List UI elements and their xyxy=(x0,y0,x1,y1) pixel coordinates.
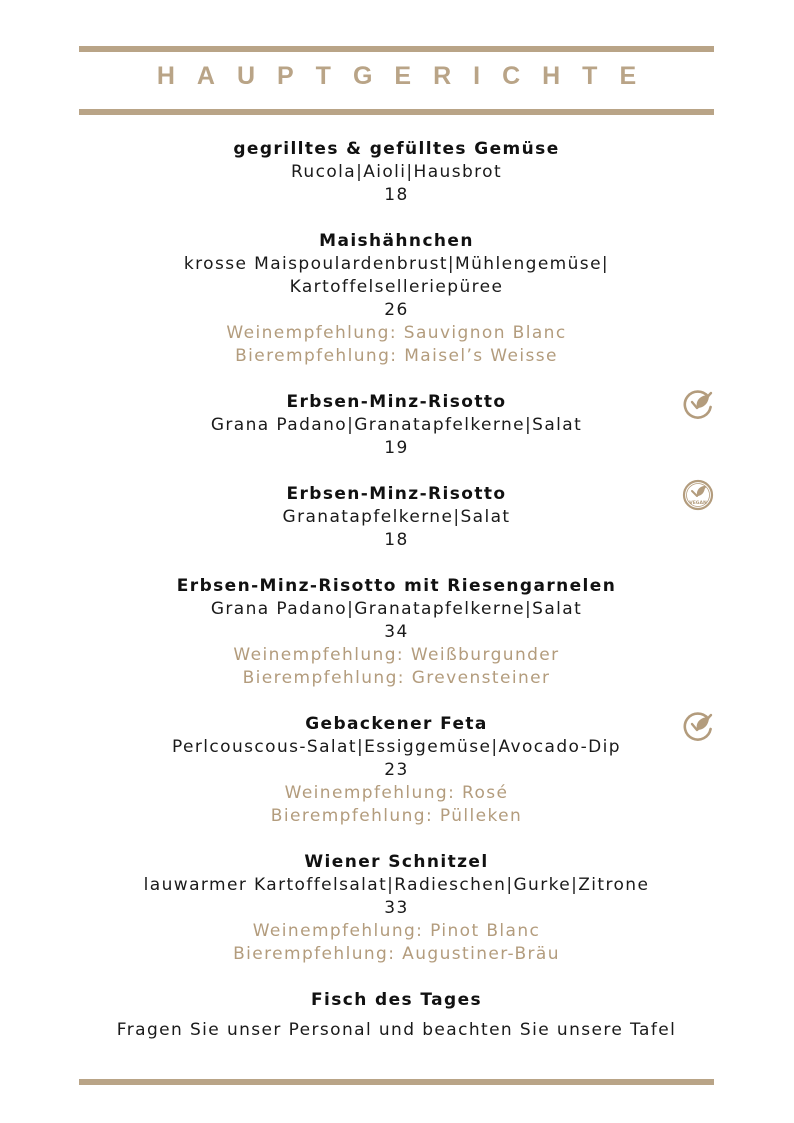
wine-recommendation: Weinempfehlung: Rosé xyxy=(284,783,509,803)
dish-price: 23 xyxy=(384,760,409,780)
dish-description: Grana Padano|Granatapfelkerne|Salat xyxy=(210,415,583,435)
wine-recommendation: Weinempfehlung: Weißburgunder xyxy=(233,645,560,665)
menu-item xyxy=(79,391,714,460)
dish-description: krosse Maispoulardenbrust|Mühlengemüse| xyxy=(183,254,610,274)
dish-description: lauwarmer Kartoffelsalat|Radieschen|Gurke|Zitrone xyxy=(143,875,650,895)
menu-item xyxy=(79,575,714,690)
dish-description: Kartoffelselleriepüree xyxy=(289,277,504,297)
menu-list xyxy=(79,138,714,1042)
wine-recommendation: Weinempfehlung: Sauvignon Blanc xyxy=(226,323,567,343)
dish-description: Grana Padano|Granatapfelkerne|Salat xyxy=(210,599,583,619)
dish-description: Perlcouscous-Salat|Essiggemüse|Avocado-Dip xyxy=(172,737,621,757)
dish-price: 26 xyxy=(384,300,409,320)
dish-price: 33 xyxy=(384,898,409,918)
special-item xyxy=(79,989,714,1042)
menu-item xyxy=(79,138,714,207)
bottom-rule xyxy=(79,1079,714,1085)
vegetarian-icon xyxy=(682,387,714,419)
beer-recommendation: Bierempfehlung: Augustiner-Bräu xyxy=(233,944,560,964)
menu-item xyxy=(79,713,714,828)
dish-name: Erbsen-Minz-Risotto xyxy=(286,392,507,412)
dish-name: gegrilltes & gefülltes Gemüse xyxy=(233,139,560,159)
dish-name: Erbsen-Minz-Risotto xyxy=(286,484,507,504)
heading-rule xyxy=(79,109,714,115)
page-title: HAUPTGERICHTE xyxy=(156,62,659,90)
dish-price: 19 xyxy=(384,438,409,458)
vegan-icon xyxy=(682,479,714,511)
special-name: Fisch des Tages xyxy=(310,990,483,1010)
wine-recommendation: Weinempfehlung: Pinot Blanc xyxy=(252,921,541,941)
dish-name: Wiener Schnitzel xyxy=(304,852,489,872)
dish-price: 18 xyxy=(384,185,409,205)
beer-recommendation: Bierempfehlung: Grevensteiner xyxy=(242,668,551,688)
dish-name: Gebackener Feta xyxy=(305,714,488,734)
vegetarian-icon xyxy=(682,709,714,741)
special-note: Fragen Sie unser Personal und beachten Sie unsere Tafel xyxy=(116,1020,677,1040)
menu-item xyxy=(79,483,714,552)
beer-recommendation: Bierempfehlung: Pülleken xyxy=(270,806,523,826)
beer-recommendation: Bierempfehlung: Maisel’s Weisse xyxy=(235,346,558,366)
svg-text:VEGAN: VEGAN xyxy=(689,501,707,506)
menu-item xyxy=(79,230,714,368)
dish-description: Rucola|Aioli|Hausbrot xyxy=(290,162,503,182)
dish-price: 18 xyxy=(384,530,409,550)
dish-name: Erbsen-Minz-Risotto mit Riesengarnelen xyxy=(176,576,617,596)
top-rule xyxy=(79,46,714,52)
dish-description: Granatapfelkerne|Salat xyxy=(282,507,511,527)
menu-item xyxy=(79,851,714,966)
dish-price: 34 xyxy=(384,622,409,642)
dish-name: Maishähnchen xyxy=(319,231,474,251)
